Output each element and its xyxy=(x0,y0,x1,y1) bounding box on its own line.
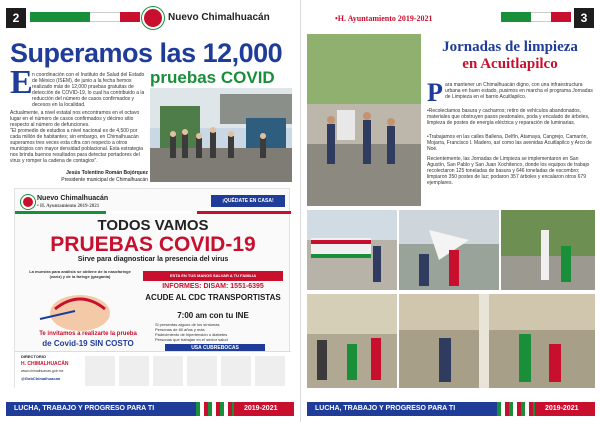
header-label: •H. Ayuntamiento 2019-2021 xyxy=(335,14,433,23)
street-cleaning-photo xyxy=(307,294,397,388)
directory-social: @GobChimalhuacan xyxy=(21,376,61,381)
requirement-4: Personas que trabajan en el sector salud xyxy=(155,337,228,342)
page-number: 2 xyxy=(6,8,26,28)
tree-painting-photo xyxy=(501,210,595,290)
cubrebocas-badge: USA CUBREBOCAS xyxy=(165,344,265,353)
schedule-banner: ESTA EN TUS MANOS SALVAR A TU FAMILIA xyxy=(143,271,283,281)
hours-text: 7:00 am con tu INE xyxy=(177,311,249,320)
headline: Superamos las 12,000 xyxy=(10,38,283,68)
invite-line-1: Te invitamos a realizarte la prueba xyxy=(39,331,137,337)
directory-web: www.chimalhuacan.gob.mx xyxy=(21,369,64,373)
acude-text: ACUDE AL CDC TRANSPORTISTAS xyxy=(145,293,281,302)
directory-brand: H. CHIMALHUACÁN xyxy=(21,361,69,367)
header-band-red xyxy=(551,12,571,22)
sample-text: La muestra para análisis se obtiene de la nasofaringe (nariz) y de la faringe (garganta) xyxy=(29,269,131,279)
signature-name: Jesús Tolentino Román Bojórquez xyxy=(66,170,148,176)
header-band-green xyxy=(501,12,531,22)
pole-painting-photo xyxy=(399,294,595,388)
article-paragraph-4: Recientemente, las Jornadas de Limpieza se implementaron en San Agustín, San Pablo y San Juan Xochitenco, donde los equipos de trabajo recolectaron 125 toneladas de basura y 646 toneladas de escombro; limpiaron 350 postes de luz; podaron 357 árboles y encalaron otros 679 ejemplares. xyxy=(427,156,590,186)
requirement-2: Personas de 60 años y más xyxy=(155,327,205,332)
footer-slogan: LUCHA, TRABAJO Y PROGRESO PARA TI xyxy=(6,402,196,416)
article-title-line-1: Jornadas de limpieza xyxy=(442,39,578,55)
drop-cap: E xyxy=(10,64,33,101)
cleanup-workers-photo xyxy=(307,34,421,206)
article-paragraph-2: •Recolectamos basura y cacharros; retiro de vehículos abandonados, materiales que obstruyen pasos peatonales, poda y encalado de árboles, limpieza de postes de energía eléctrica y reparación de luminarias. xyxy=(427,108,590,126)
footer-stripe xyxy=(196,402,234,416)
covid-testing-photo xyxy=(150,88,292,182)
header-band-green xyxy=(30,12,90,22)
poster-logo xyxy=(21,195,35,209)
brand-name: Nuevo Chimalhuacán xyxy=(168,12,270,23)
right-page xyxy=(300,0,600,422)
headline-subtitle: pruebas COVID xyxy=(150,68,275,87)
poster-tricolor-band xyxy=(15,211,291,214)
covid-test-poster xyxy=(14,188,290,388)
poster-brand-sub: • H. Ayuntamiento 2019-2021 xyxy=(37,204,100,209)
article-paragraph-3: •Trabajamos en las calles Ballena, Delfín, Atamaya, Cangrejo, Camarón, Mojarra, Francisco I. Madero, así como las avenidas Acuitlapilco y Arco de Noé. xyxy=(427,134,592,152)
footer-stripe xyxy=(497,402,535,416)
article-title-line-2: en Acuitlapilco xyxy=(462,56,558,72)
article-paragraph-3: "El promedio de estudios a nivel nacional es de 4,500 por cada millón de habitantes; sin embargo, en Chimalhuacán superamos tres veces esta cifra con respecto a otros municipios con mayor densidad poblacional. Esta estrategia nos brinda buenos resultados para detectar portadores del virus y romper la cadena de contagios". xyxy=(10,128,143,164)
article-paragraph-1: n coordinación con el Instituto de Salud del Estado de México (ISEM), de junio a la fecha hemos realizado más de 12,000 pruebas gratuitas de detección de COVID-19, lo cual ha contribuido a la reducción del número de casos confirmados y decesos en la localidad. xyxy=(32,72,145,108)
left-footer xyxy=(6,402,294,416)
swab-illustration xyxy=(35,289,125,331)
page-number: 3 xyxy=(574,8,594,28)
poster-brand: Nuevo Chimalhuacán xyxy=(37,195,109,202)
poster-title-1: TODOS VAMOS xyxy=(97,217,209,234)
footer-year: 2019-2021 xyxy=(535,402,595,416)
right-footer xyxy=(307,402,595,416)
municipal-logo xyxy=(142,7,164,29)
article-paragraph-1: ara mantener un Chimalhuacán digno, con una infraestructura urbana en buen estado, pusimos en marcha el programa Jornadas de Limpieza en el barrio Acuitlapilco. xyxy=(445,82,593,100)
poster-title-2: PRUEBAS COVID-19 xyxy=(50,233,256,256)
drop-cap: P xyxy=(427,78,443,107)
street-banner-photo xyxy=(307,210,397,290)
informes-text: INFORMES: DISAM: 1551-6395 xyxy=(162,283,264,290)
signature-role: Presidente municipal de Chimalhuacán xyxy=(61,177,148,183)
directory-section xyxy=(15,351,291,389)
directory-columns xyxy=(85,356,285,386)
requirement-1: Si presentas alguno de los síntomas xyxy=(155,322,220,327)
header-band-white xyxy=(90,12,120,22)
poster-subtitle: Sirve para diagnosticar la presencia del virus xyxy=(77,256,229,263)
header-band-red xyxy=(120,12,140,22)
footer-slogan: LUCHA, TRABAJO Y PROGRESO PARA TI xyxy=(307,402,497,416)
directory-title: DIRECTORIO xyxy=(21,354,47,359)
requirement-3: Padecimiento de hipertensión o diabetes xyxy=(155,332,228,337)
header-band-white xyxy=(531,12,551,22)
stay-home-badge: ¡QUÉDATE EN CASA! xyxy=(211,195,285,207)
footer-year: 2019-2021 xyxy=(234,402,294,416)
flag-workers-photo xyxy=(399,210,499,290)
article-paragraph-2: Actualmente, a nivel estatal nos encontramos en el octavo lugar en el número de casos confirmados y décimo sitio respecto al número de defunciones. xyxy=(10,110,140,128)
invite-line-2: de Covid-19 SIN COSTO xyxy=(42,339,134,348)
